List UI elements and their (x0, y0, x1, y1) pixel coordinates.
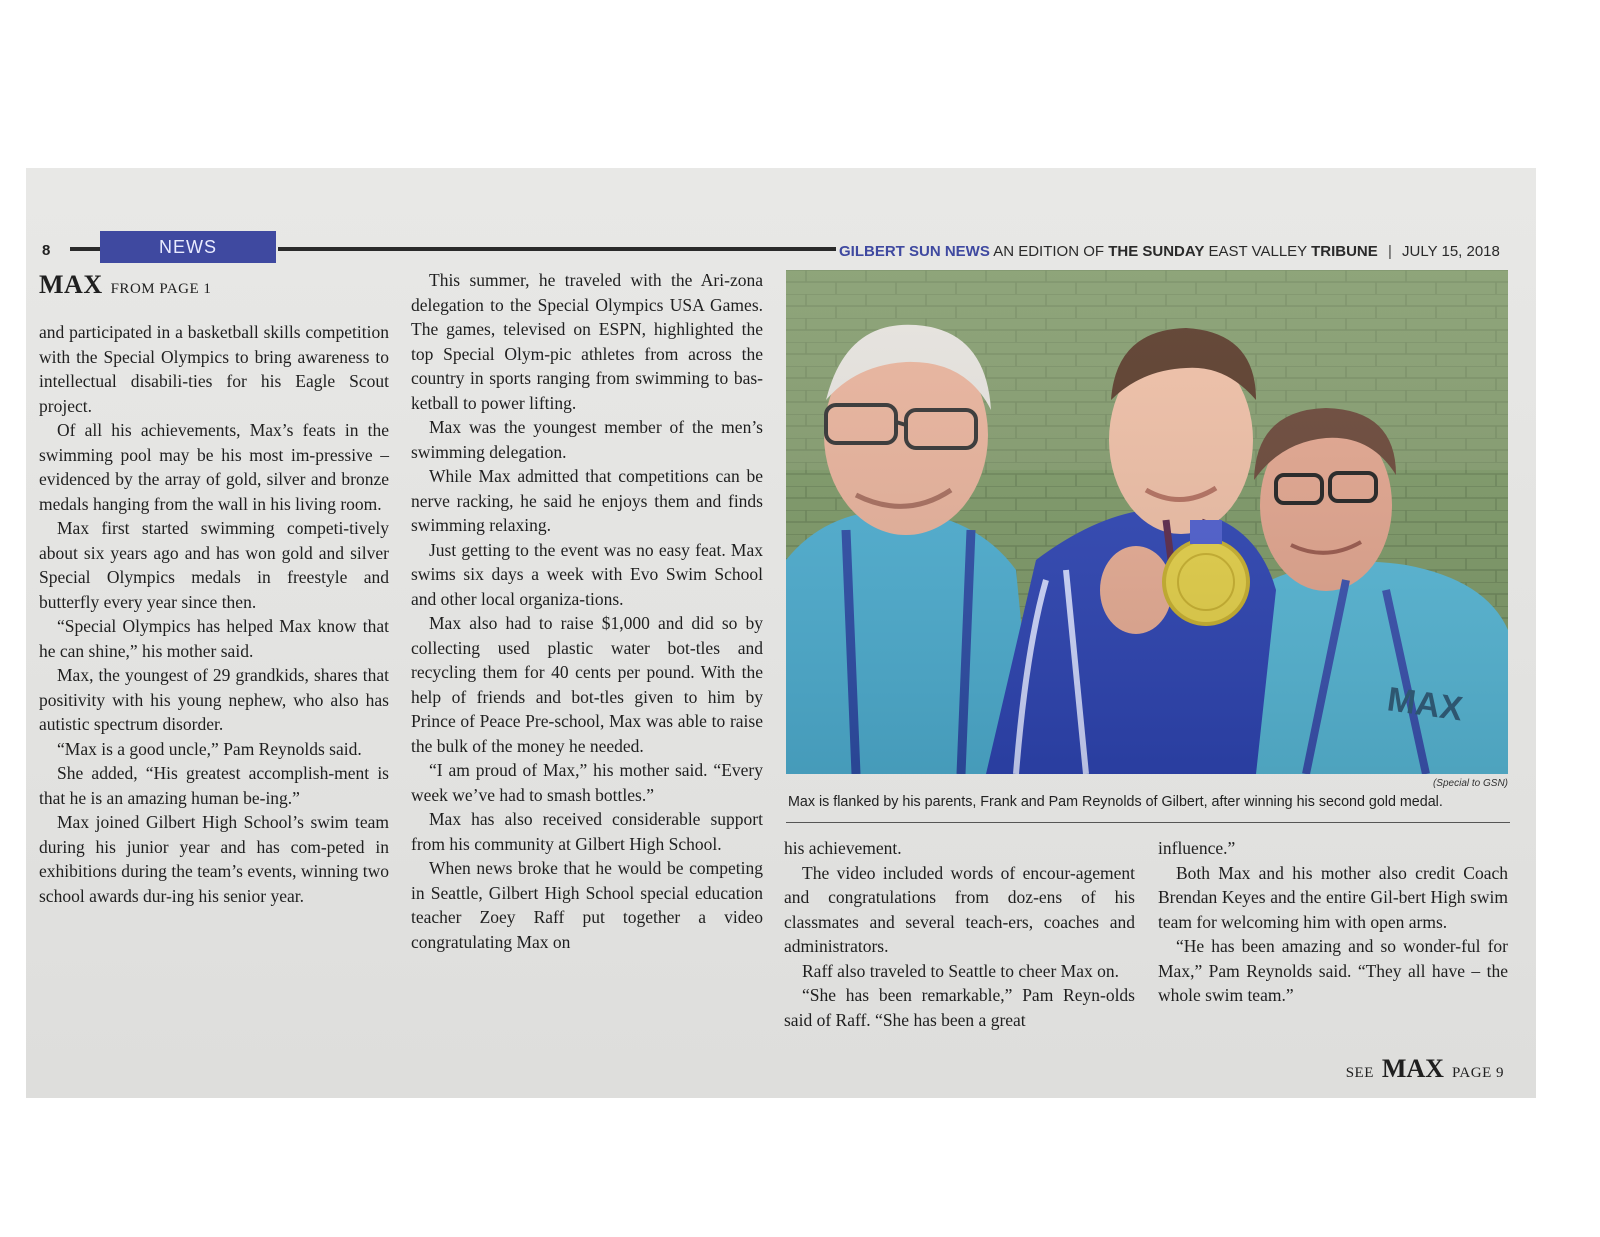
paragraph: “She has been remarkable,” Pam Reyn-olds said of Raff. “She has been a great (784, 985, 1135, 1030)
photo-caption: Max is flanked by his parents, Frank and Pam Reynolds of Gilbert, after winning his second gold medal. (788, 794, 1443, 810)
paragraph: Max has also received considerable support from his community at Gilbert High School. (411, 809, 763, 854)
header-rule-right (278, 247, 836, 251)
paragraph: Max was the youngest member of the men’s swimming delegation. (411, 417, 763, 462)
article-column-3 (784, 836, 1135, 1032)
paragraph: “He has been amazing and so wonder-ful for Max,” Pam Reynolds said. “They all have – the whole swim team.” (1158, 936, 1508, 1005)
paragraph: Just getting to the event was no easy feat. Max swims six days a week with Evo Swim School and other local organiza-tions. (411, 539, 763, 609)
masthead (839, 243, 1500, 260)
paragraph: Raff also traveled to Seattle to cheer Max on. (802, 960, 1119, 981)
section-label: NEWS (159, 236, 217, 257)
paragraph: “Max is a good uncle,” Pam Reynolds said. (57, 738, 362, 759)
masthead-tribune: TRIBUNE (1311, 243, 1378, 260)
masthead-date: JULY 15, 2018 (1402, 243, 1500, 260)
continued-from-heading (39, 270, 211, 300)
continued-from-label: FROM PAGE 1 (110, 281, 212, 297)
jump-line (1346, 1054, 1504, 1084)
photo-credit: (Special to GSN) (1432, 778, 1508, 789)
article-column-4 (1158, 836, 1508, 1008)
paragraph: and participated in a basketball skills competition with the Special Olympics to bring awareness to intellectual disabili-ties for his Eagle Scout project. (39, 322, 389, 416)
masthead-separator: | (1387, 243, 1392, 260)
paragraph: Max joined Gilbert High School’s swim team during his junior year and has com-peted in exhibitions during the team’s events, winning two school awards dur-ing his senior year. (39, 812, 389, 906)
paragraph: She added, “His greatest accomplish-ment is that he is an amazing human be-ing.” (39, 763, 389, 808)
paragraph: his achievement. (784, 838, 902, 858)
article-column-2 (411, 268, 763, 954)
masthead-mid: EAST VALLEY (1208, 243, 1307, 260)
paragraph: “Special Olympics has helped Max know that he can shine,” his mother said. (39, 616, 389, 661)
paragraph: Max first started swimming competi-tively about six years ago and has won gold and silver Special Olympics medals in freestyle and butterfly every year since then. (39, 518, 389, 612)
masthead-pre: AN EDITION OF (993, 243, 1105, 260)
paragraph: Max also had to raise $1,000 and did so by collecting used plastic water bot-tles and recycling them for 40 cents per pound. With the help of friends and bot-tles given to him by Prince of Peace Pre-school, Max was able to raise the bulk of the money he needed. (411, 613, 763, 756)
paragraph: “I am proud of Max,” his mother said. “Every week we’ve had to smash bottles.” (411, 760, 763, 805)
paragraph: When news broke that he would be competing in Seattle, Gilbert High School special education teacher Zoey Raff put together a video congratulating Max on (411, 858, 763, 952)
paragraph: influence.” (1158, 838, 1236, 858)
section-tab (100, 231, 276, 263)
paragraph: Of all his achievements, Max’s feats in the swimming pool may be his most im-pressive – evidenced by the array of gold, silver and bronze medals hanging from the wall in his living room. (39, 420, 389, 514)
caption-divider (786, 822, 1510, 823)
paragraph: Both Max and his mother also credit Coach Brendan Keyes and the entire Gil-bert High swim team for welcoming him with open arms. (1158, 862, 1508, 932)
masthead-sunday: THE SUNDAY (1108, 243, 1205, 260)
paragraph: Max, the youngest of 29 grandkids, shares that positivity with his young nephew, who also has autistic spectrum disorder. (39, 665, 389, 734)
jump-see: SEE (1345, 1065, 1374, 1081)
page-number: 8 (42, 242, 51, 259)
article-column-1 (39, 320, 389, 908)
masthead-brand: GILBERT SUN NEWS (839, 243, 990, 260)
paragraph: This summer, he traveled with the Ari-zona delegation to the Special Olympics USA Games. The games, televised on ESPN, highlighted the top Special Olym-pic athletes from across the country in sports ranging from swimming to bas-ketball to power lifting. (411, 270, 763, 413)
jump-page: PAGE 9 (1451, 1065, 1504, 1081)
news-photo (786, 270, 1508, 774)
photo-illustration (786, 270, 1508, 774)
continued-keyword: MAX (39, 270, 103, 299)
paragraph: While Max admitted that competitions can be nerve racking, he said he enjoys them and finds swimming relaxing. (411, 466, 763, 535)
jump-keyword: MAX (1381, 1054, 1444, 1083)
header-rule-left (70, 247, 100, 251)
paragraph: The video included words of encour-agement and congratulations from doz-ens of his classmates and several teach-ers, coaches and administrators. (784, 862, 1135, 956)
